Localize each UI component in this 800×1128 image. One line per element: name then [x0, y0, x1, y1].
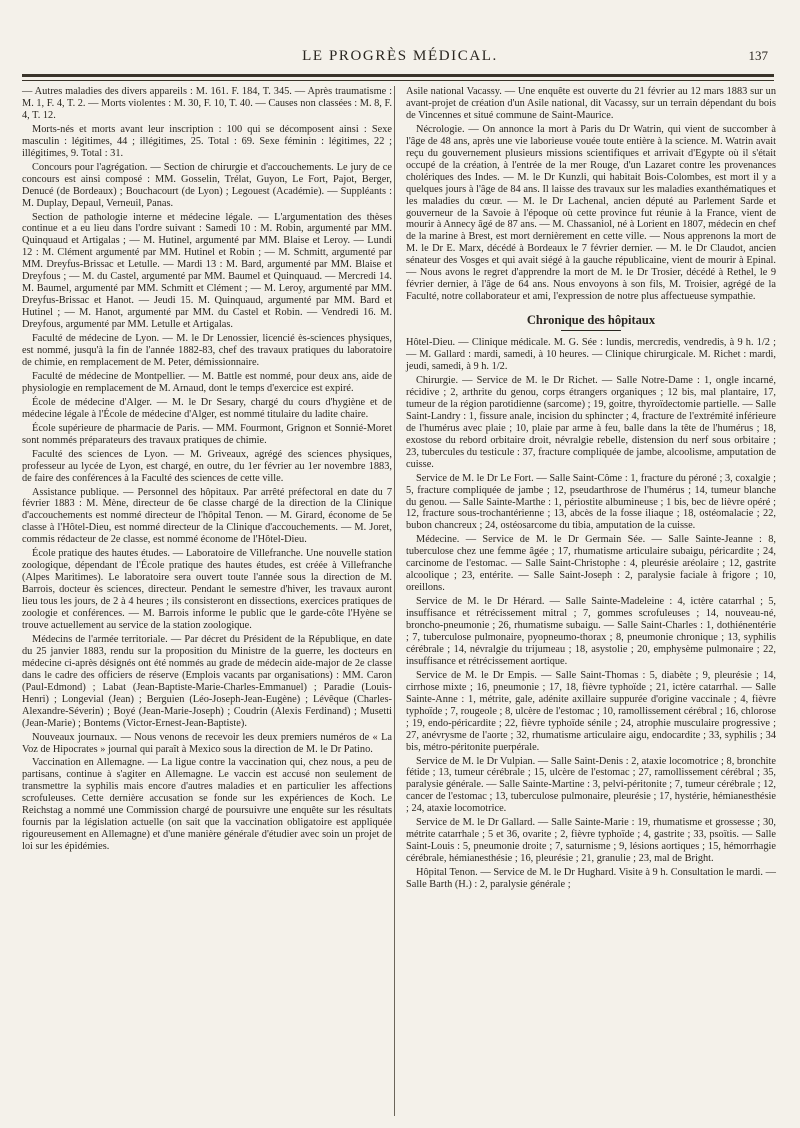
- article-paragraph: Asile national Vacassy. — Une enquête est ouverte du 21 février au 12 mars 1883 sur un avant-projet de création d'un Asile national, dit Vacassy, sur un terrain dépendant du bois de Vincennes et situé commune de Saint-Maurice.: [406, 86, 776, 121]
- article-paragraph: Médecins de l'armée territoriale. — Par décret du Président de la République, en date du 25 janvier 1883, rendu sur la proposition du Ministre de la guerre, les docteurs en médecine ci-après désignés ont été nommés au grade de médecin aide-major de 2e classe dans le cadre des officiers de réserve (Emplois vacants par organisations) : MM. Caron (Paul-Edmond) ; Labat (Jean-Baptiste-Marie-Charles-Emmanuel) ; Paradie (Louis-Henri) ; Longevial (Jean) ; Berguien (Léo-Joseph-Jean-Eugène) ; Lévêque (Charles-Alexandre-Séverin) ; Boyé (Jean-Marie-Joseph) ; Coudrin (Alexis Ferdinand) ; Musetti (Jean-Marie) ; Bontems (Victor-Ernest-Jean-Baptiste).: [22, 633, 392, 729]
- article-paragraph: Chirurgie. — Service de M. le Dr Richet. — Salle Notre-Dame : 1, ongle incarné, récidive ; 2, arthrite du genou, corps étrangers organiques ; 12 bis, mal plantaire, 17, tumeur de la région parotidienne (sarcome) ; 19, goitre, thyroïdectomie partielle. — Salle Saint-Landry : 1, fissure anale, incision du sphincter ; 4, fracture de l'extrémité inférieure de l'humérus avec plaie ; 10, plaie par arme à feu, balle dans la tête de l'humérus ; 18, exostose du rebord orbitaire droit, névralgie rebelle, distension du nerf sous orbitaire ; 23, tubercules du testicule : 37, fracture compliquée de jambe, alcoolisme, amputation de cuisse.: [406, 374, 776, 470]
- column-divider: [394, 86, 395, 1116]
- article-paragraph: Service de M. le Dr Hérard. — Salle Sainte-Madeleine : 4, ictère catarrhal ; 5, insuffisance et rétrécissement mitral ; 7, gommes scrofuleuses ; 14, nouveau-né, broncho-pneumonie ; 26, rhumatisme subaigu. — Salle Saint-Charles : 1, dothiénentérie ; 7, tuberculose pulmonaire, pyopneumo-thorax ; 8, pneumonie chronique ; 13, syphilis cérébrale ; 14, névralgie du trijumeau ; 18, asystolie ; 20, emphysème pulmonaire ; 22, insuffisance et rétrécissement aortique.: [406, 596, 776, 667]
- page-number: 137: [748, 48, 768, 63]
- article-paragraph: — Autres maladies des divers appareils : M. 161. F. 184, T. 345. — Après traumatisme : M. 1, F. 4, T. 2. — Morts violentes : M. 30, F. 10, T. 40. — Causes non classées : M. 8, F. 4, T. 12.: [22, 86, 392, 121]
- article-paragraph: Service de M. le Dr Vulpian. — Salle Saint-Denis : 2, ataxie locomotrice ; 8, bronchite fétide ; 13, tumeur cérébrale ; 15, ulcère de l'estomac ; 27, ramollissement cérébral ; 35, paralysie générale. — Salle Sainte-Martine : 3, pelvi-péritonite ; 7, tumeur cérébrale ; 12, cancer de l'estomac ; 13, tuberculose pulmonaire, pleurésie ; 17, hystérie, hémianesthésie ; 24, ataxie locomotrice.: [406, 755, 776, 815]
- article-paragraph: Faculté de médecine de Lyon. — M. le Dr Lenossier, licencié ès-sciences physiques, est nommé, jusqu'à la fin de l'année 1882-83, chef des travaux pratiques du laboratoire de chimie, en remplacement de M. Peter, démissionnaire.: [22, 333, 392, 368]
- article-paragraph: Faculté des sciences de Lyon. — M. Griveaux, agrégé des sciences physiques, professeur au lycée de Lyon, est chargé, en outre, du 1er février au 1er novembre 1883, de faire des conférences à la Faculté des sciences de cette ville.: [22, 448, 392, 484]
- article-paragraph: Faculté de médecine de Montpellier. — M. Battle est nommé, pour deux ans, aide de physiologie en remplacement de M. Arnaud, dont le temps d'exercice est expiré.: [22, 370, 392, 394]
- section-title-text: Chronique des hôpitaux: [526, 313, 656, 328]
- article-paragraph: Service de M. le Dr Empis. — Salle Saint-Thomas : 5, diabète ; 9, pleurésie ; 14, cirrhose mixte ; 16, pneumonie ; 17, 18, fièvre typhoïde ; 21, ictère catarrhal. — Salle Sainte-Anne : 1, métrite, gale, adénite axillaire suppurée d'origine vaccinale ; 4, fièvre typhoïde ; 7, rougeole ; 8, ulcère de l'estomac ; 10, ramollissement cérébral ; 16, chlorose ; 19, endo-péricardite ; 22, fièvre typhoïde sénile ; 24, atrophie musculaire progressive ; 27, anévrysme de l'aorte ; 32, rhumatisme articulaire aigu, endocardite ; 33, syphilis ; 34 bis, métro-péritonite puerpérale.: [406, 669, 776, 753]
- header-rule-thick: [22, 74, 774, 77]
- article-paragraph: École pratique des hautes études. — Laboratoire de Villefranche. Une nouvelle station zoologique, dépendant de l'École pratique des hautes études, est créée à Villefranche (Alpes Maritimes). Le laboratoire sera ouvert toute l'année sous la direction de M. Barrois, docteur ès sciences, directeur. Pendant le semestre d'hiver, les travaux auront lieu tous les jours, de 2 à 4 heures ; ils consisteront en dissections, exercices pratiques de zoologie et conférences. — M. Barrois informe le public que le garde-côte l'Hyène se trouve actuellement au service de la station zoologique.: [22, 548, 392, 631]
- article-paragraph: Médecine. — Service de M. le Dr Germain Sée. — Salle Sainte-Jeanne : 8, tuberculose chez une femme âgée ; 17, rhumatisme articulaire subaigu, péricardite ; 24, carcinome de l'estomac. — Salle Saint-Christophe : 4, pleurésie aréolaire ; 12, gastrite alcoolique ; 23, entérite. — Salle Saint-Joseph : 2, paralysie faciale à frigore ; 10, oreillons.: [406, 534, 776, 594]
- article-paragraph: Nouveaux journaux. — Nous venons de recevoir les deux premiers numéros de « La Voz de Hipocrates » journal qui paraît à Mexico sous la direction de M. le Dr Patino.: [22, 731, 392, 755]
- page-header: [22, 48, 778, 72]
- article-paragraph: Concours pour l'agrégation. — Section de chirurgie et d'accouchements. Le jury de ce concours est ainsi composé : MM. Gosselin, Trélat, Guyon, Le Fort, Pajot, Berger, Denucé (de Bordeaux) ; Bouchacourt (de Lyon) ; Legouest (Académie). — Suppléants : M. Duplay, Depaul, Verneuil, Panas.: [22, 161, 392, 209]
- article-paragraph: École de médecine d'Alger. — M. le Dr Sesary, chargé du cours d'hygiène et de médecine légale à l'École de médecine d'Alger, est nommé titulaire du ladite chaire.: [22, 396, 392, 420]
- article-paragraph: Morts-nés et morts avant leur inscription : 100 qui se décomposent ainsi : Sexe masculin : légitimes, 44 ; illégitimes, 25. Total : 69. Sexe féminin : légitimes, 22 ; illégitimes, 9. Total : 31.: [22, 123, 392, 159]
- article-paragraph: Section de pathologie interne et médecine légale. — L'argumentation des thèses continue et a eu lieu dans l'ordre suivant : Samedi 10 : M. Robin, argumenté par MM. Quinquaud et Artigalas ; — M. Hutinel, argumenté par MM. Blaise et Leroy. — Lundi 12 : M. Clément argumenté par MM. Hutinel et Robin ; — M. Schmitt, argumenté par MM. Dreyfus-Brissac et Letulle. — Mardi 13 : M. Bard, argumenté par MM. Blaise et Dreyfous ; — M. du Castel, argumenté par MM. Baumel et Quinquaud. — Mercredi 14. M. Baumel, argumenté par MM. Schmitt et Clément ; — M. Leroy, argumenté par MM. Dreyfus-Brissac et Hanot. — Jeudi 15. M. Quinquaud, argumenté par MM. Bard et Hutinel ; — M. Hanot, argumenté par MM. du Castel et Robin. — Vendredi 16. M. Dreyfous, argumenté par MM. Letulle et Artigalas.: [22, 211, 392, 331]
- hospital-chronicle: [406, 337, 776, 891]
- right-column-notices: [406, 86, 776, 303]
- header-rule-thin: [22, 80, 774, 81]
- running-title: LE PROGRÈS MÉDICAL.: [302, 48, 498, 64]
- section-title-rule: [561, 330, 621, 331]
- article-paragraph: École supérieure de pharmacie de Paris. — MM. Fourmont, Grignon et Sonnié-Moret sont nommés préparateurs des travaux pratiques de chimie.: [22, 422, 392, 446]
- left-column: [22, 86, 392, 855]
- article-paragraph: Service de M. le Dr Gallard. — Salle Sainte-Marie : 19, rhumatisme et grossesse ; 30, métrite catarrhale ; 5 et 36, ovarite ; 2, fièvre typhoïde ; 4, gastrite ; 33, psoïtis. — Salle Saint-Louis : 5, pneumonie droite ; 7, saturnisme ; 9, lésions aortiques ; 15, hémorrhagie cérébrale, hémianesthésie ; 16, pleurésie ; 21, granulie ; 23, mal de Bright.: [406, 817, 776, 865]
- section-title: [406, 315, 776, 331]
- article-paragraph: Vaccination en Allemagne. — La ligue contre la vaccination qui, chez nous, a peu de partisans, continue à s'agiter en Allemagne. Le vaccin est accusé non seulement de transmettre la syphilis mais encore d'autres maladies et en particulier les affections scrofuleuses. Cette dernière accusation se fonde sur les expériences de Koch. Le Reichstag a nommé une Commission chargé de poursuivre une enquête sur les résultats fournis par la législation actuelle (on sait que la vaccination obligatoire est appliquée rigoureusement en Allemagne) et d'une manière générale d'étudier avec soin un projet de loi sur les épidémies.: [22, 757, 392, 853]
- article-paragraph: Nécrologie. — On annonce la mort à Paris du Dr Watrin, qui vient de succomber à l'âge de 48 ans, après une vie laborieuse vouée toute entière à la science. M. Watrin avait reçu du gouvernement plusieurs missions scientifiques et arrivait d'Egypte où il s'était occupé de la création, à l'entrée de la mer Rouge, d'un Lazaret contre les provenances cholériques des Indes. — M. le Dr Kunzli, qui habitait Bois-Colombes, est mort il y a quelques jours à l'âge de 84 ans. Il laisse des travaux sur les maladies exanthématiques et les maladies du cœur. — M. le Dr Lachenal, ancien député au Parlement Sarde et gouverneur de la Savoie à l'époque où cette province fut réunie à la France, vient de mourir à Annecy âgé de 87 ans. — M. Chassaniol, né à Lorient en 1807, médecin en chef de la marine à Brest, est mort dernièrement en cette ville. — Nous apprenons la mort de M. le Dr E. Marx, décédé à Bordeaux le 7 février dernier. — M. le Dr Claudot, ancien sénateur des Vosges et qui avait siégé à la gauche républicaine, vient de mourir à Epinal. — Nous avons le regret d'apprendre la mort de M. le Dr Trosier, décédé à Rethel, le 9 février dernier, à l'âge de 64 ans. Nous envoyons à son fils, M. Troisier, agrégé de la Faculté, notre collaborateur et ami, l'expression de notre plus affectueuse sympathie.: [406, 123, 776, 303]
- article-paragraph: Service de M. le Dr Le Fort. — Salle Saint-Côme : 1, fracture du péroné ; 3, coxalgie ; 5, fracture compliquée de jambe ; 12, pseudarthrose de l'humérus ; 14, tumeur blanche du genou. — Salle Sainte-Marthe : 1, périostite albumineuse ; 1 bis, bec de lièvre opéré ; 12, fracture sous-trochantérienne ; 13, abcès de la fosse iliaque ; 18, ostéomalacie ; 22, bubon chancreux ; 24, ostéosarcome du tibia, amputation de la cuisse.: [406, 472, 776, 532]
- right-column: [406, 86, 776, 893]
- article-paragraph: Hôpital Tenon. — Service de M. le Dr Hughard. Visite à 9 h. Consultation le mardi. — Salle Barth (H.) : 2, paralysie générale ;: [406, 867, 776, 891]
- article-paragraph: Hôtel-Dieu. — Clinique médicale. M. G. Sée : lundis, mercredis, vendredis, à 9 h. 1/2 ; — M. Gallard : mardi, samedi, à 10 heures. — Clinique chirurgicale. M. Richet : mardi, jeudi, samedi, à 9 h. 1/2.: [406, 337, 776, 373]
- article-paragraph: Assistance publique. — Personnel des hôpitaux. Par arrêté préfectoral en date du 7 février 1883 : M. Mène, directeur de 6e classe chargé de la direction de la Clinique d'accouchements est nommé directeur de l'hôpital Tenon. — M. Girard, économe de 5e classe à l'Hôtel-Dieu, est nommé directeur de la Clinique d'accouchements. — M. Joret, commis rédacteur de 2e classe, est nommé économe de l'Hôtel-Dieu.: [22, 486, 392, 546]
